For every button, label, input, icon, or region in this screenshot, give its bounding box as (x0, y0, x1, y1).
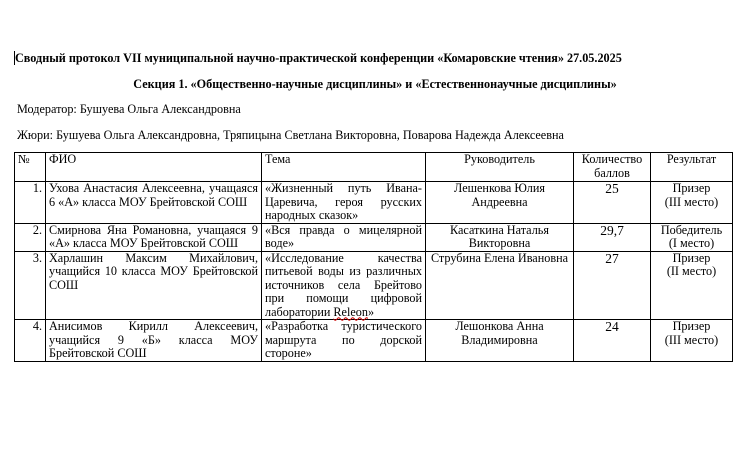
row-result (651, 320, 733, 362)
row-num: 1. (15, 182, 46, 224)
row-result (651, 251, 733, 320)
row-fio: Смирнова Яна Романовна, учащаяся 9 «А» класса МОУ Брейтовской СОШ (46, 223, 262, 251)
row-supervisor: Струбина Елена Ивановна (426, 251, 574, 320)
row-fio: Анисимов Кирилл Алексеевич, учащийся 9 «Б» класса МОУ Брейтовской СОШ (46, 320, 262, 362)
header-result: Результат (651, 153, 733, 182)
row-fio: Харлашин Максим Михайлович, учащийся 10 класса МОУ Брейтовской СОШ (46, 251, 262, 320)
table-row (15, 182, 733, 224)
row-supervisor: Лешонкова Анна Владимировна (426, 320, 574, 362)
header-supervisor: Руководитель (426, 153, 574, 182)
row-score: 24 (574, 320, 651, 362)
row-score: 25 (574, 182, 651, 224)
header-num: № (15, 153, 46, 182)
header-topic: Тема (262, 153, 426, 182)
result-place: Призер (672, 319, 711, 333)
spellcheck-word: Releon (333, 304, 368, 319)
row-score: 27 (574, 251, 651, 320)
row-supervisor: Лешенкова Юлия Андреевна (426, 182, 574, 224)
topic-close-quote: » (367, 304, 375, 319)
row-topic: «Жизненный путь Ивана-Царевича, героя русских народных сказок» (262, 182, 426, 224)
table-row (15, 223, 733, 251)
row-result (651, 223, 733, 251)
section-heading: Секция 1. «Общественно-научные дисциплины» и «Естественнонаучные дисциплины» (133, 77, 617, 91)
row-fio: Ухова Анастасия Алексеевна, учащаяся 6 «А» класса МОУ Брейтовской СОШ (46, 182, 262, 224)
jury-line: Жюри: Бушуева Ольга Александровна, Тряпицына Светлана Викторовна, Поварова Надежда Алексеевна (17, 128, 564, 142)
row-result (651, 182, 733, 224)
result-place: Призер (672, 181, 711, 195)
row-score: 29,7 (574, 223, 651, 251)
result-note: (I место) (668, 236, 715, 250)
result-note: (II место) (666, 264, 717, 278)
table-header-row (15, 153, 733, 182)
results-table (14, 152, 733, 362)
result-note: (III место) (664, 194, 719, 209)
result-note: (III место) (664, 332, 719, 347)
header-score: Количество баллов (574, 153, 651, 182)
moderator-line: Модератор: Бушуева Ольга Александровна (17, 102, 241, 116)
topic-text: «Исследование качества питьевой воды из различных источников села Брейтово при помощи цифровой лаборатории (265, 250, 422, 319)
header-fio: ФИО (46, 153, 262, 182)
row-topic: «Разработка туристического маршрута по дорской стороне» (262, 320, 426, 362)
row-num: 4. (15, 320, 46, 362)
row-topic (262, 251, 426, 320)
row-num: 3. (15, 251, 46, 320)
table-row (15, 320, 733, 362)
row-topic: «Вся правда о мицелярной воде» (262, 223, 426, 251)
row-supervisor: Касаткина Наталья Викторовна (426, 223, 574, 251)
row-num: 2. (15, 223, 46, 251)
table-row (15, 251, 733, 320)
document-title: Сводный протокол VII муниципальной научно-практической конференции «Комаровские чтения» 27.05.2025 (15, 51, 622, 65)
result-place: Победитель (660, 222, 723, 237)
result-place: Призер (672, 250, 711, 265)
